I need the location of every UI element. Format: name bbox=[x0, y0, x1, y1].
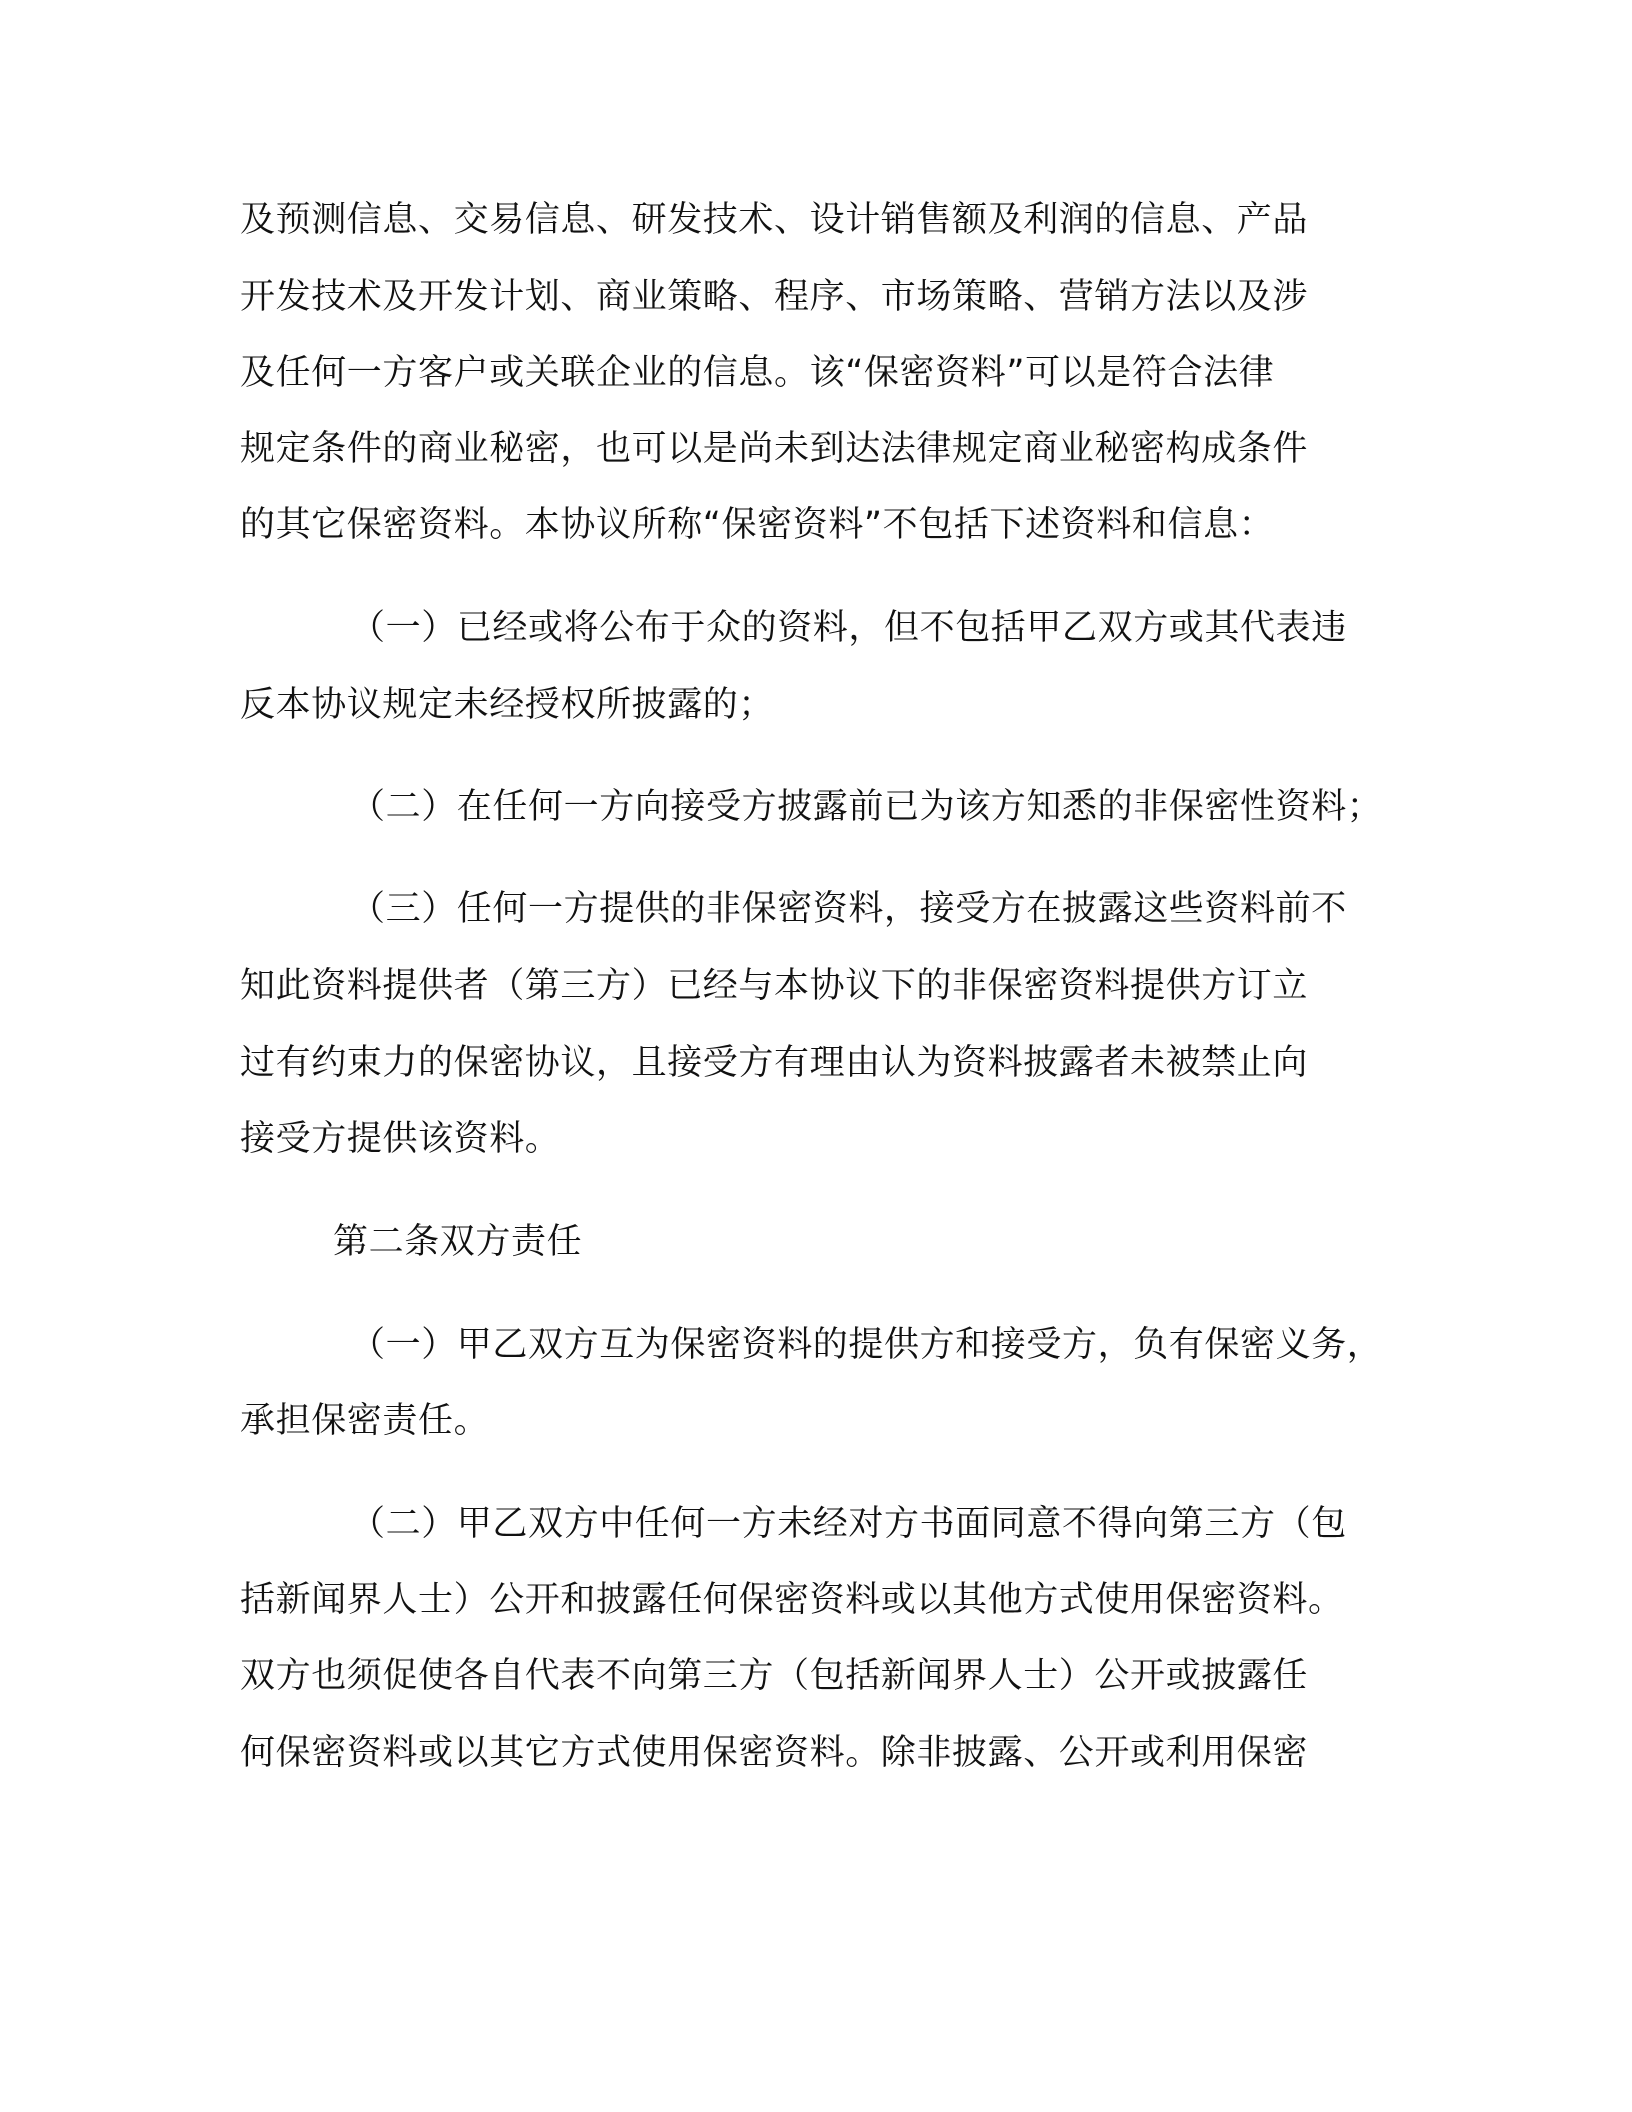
article-heading: 第二条双方责任 bbox=[333, 1222, 583, 1262]
paragraph-line: 开发技术及开发计划、商业策略、程序、市场策略、营销方法以及涉 bbox=[240, 277, 1309, 317]
clause-line: 过有约束力的保密协议，且接受方有理由认为资料披露者未被禁止向 bbox=[240, 1043, 1309, 1083]
clause-line: 反本协议规定未经授权所披露的； bbox=[240, 685, 775, 725]
paragraph-line: 及预测信息、交易信息、研发技术、设计销售额及利润的信息、产品 bbox=[240, 200, 1309, 240]
clause-line: 承担保密责任。 bbox=[240, 1401, 490, 1441]
clause-line: （三）任何一方提供的非保密资料，接受方在披露这些资料前不 bbox=[350, 889, 1347, 929]
clause-line: 何保密资料或以其它方式使用保密资料。除非披露、公开或利用保密 bbox=[240, 1733, 1309, 1773]
clause-line: （一）甲乙双方互为保密资料的提供方和接受方，负有保密义务， bbox=[350, 1325, 1383, 1365]
paragraph-line: 的其它保密资料。本协议所称“保密资料”不包括下述资料和信息： bbox=[240, 505, 1275, 545]
clause-line: （二）甲乙双方中任何一方未经对方书面同意不得向第三方（包 bbox=[350, 1504, 1347, 1544]
paragraph-line: 及任何一方客户或关联企业的信息。该“保密资料”可以是符合法律 bbox=[240, 353, 1275, 393]
clause-line: 括新闻界人士）公开和披露任何保密资料或以其他方式使用保密资料。 bbox=[240, 1580, 1344, 1620]
clause-line: 知此资料提供者（第三方）已经与本协议下的非保密资料提供方订立 bbox=[240, 966, 1309, 1006]
clause-line: 接受方提供该资料。 bbox=[240, 1119, 561, 1159]
clause-line: （二）在任何一方向接受方披露前已为该方知悉的非保密性资料； bbox=[350, 787, 1383, 827]
clause-line: 双方也须促使各自代表不向第三方（包括新闻界人士）公开或披露任 bbox=[240, 1656, 1309, 1696]
clause-line: （一）已经或将公布于众的资料，但不包括甲乙双方或其代表违 bbox=[350, 608, 1347, 648]
paragraph-line: 规定条件的商业秘密，也可以是尚未到达法律规定商业秘密构成条件 bbox=[240, 429, 1309, 469]
